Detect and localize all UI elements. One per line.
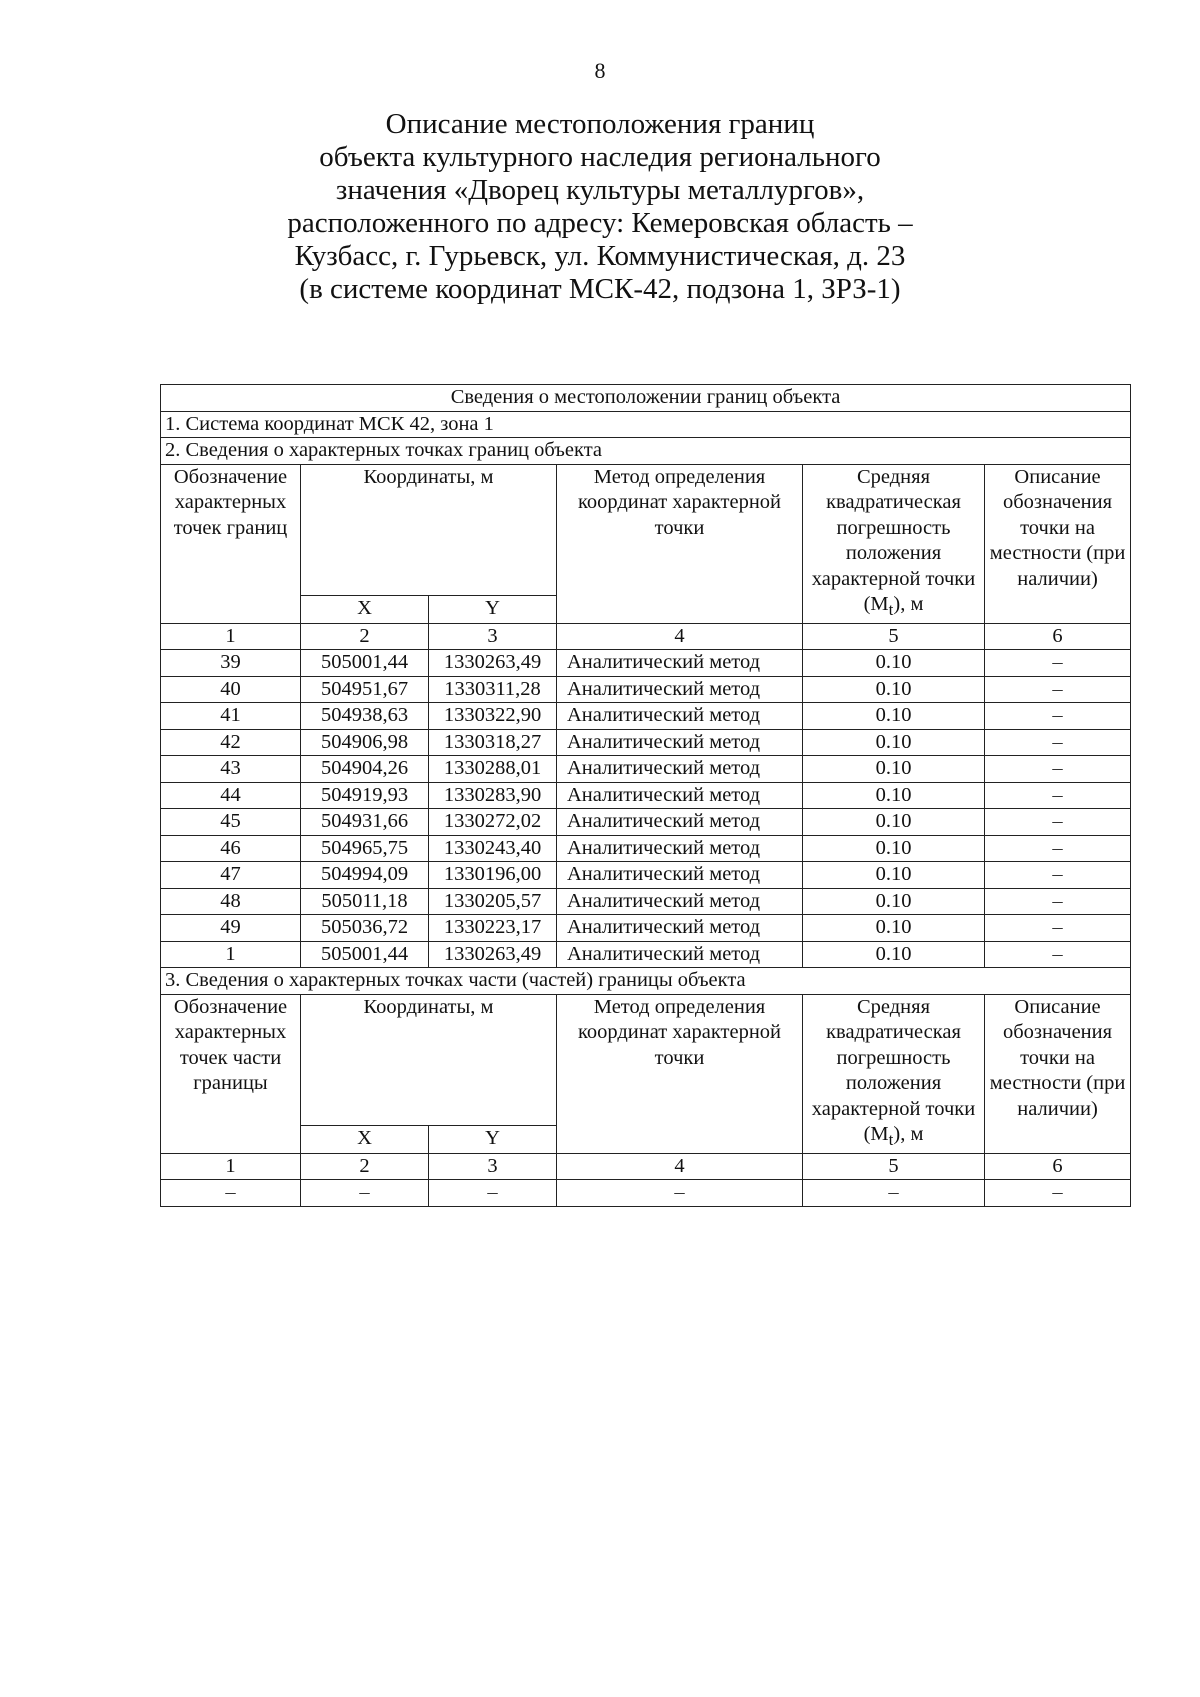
method-cell: Аналитический метод [557,835,803,862]
table-row [161,809,1131,836]
point-id-cell: 48 [161,888,301,915]
y-coordinate-cell: 1330263,49 [429,941,557,968]
empty-cell: – [301,1180,429,1207]
description-cell: – [985,888,1131,915]
x-coordinate-cell: 505036,72 [301,915,429,942]
point-id-cell: 1 [161,941,301,968]
empty-cell: – [429,1180,557,1207]
error-cell: 0.10 [803,782,985,809]
header-error-text: Средняя квадратическая погрешность положения характерной точки (M [811,465,976,615]
x-coordinate-cell: 504994,09 [301,862,429,889]
column-number: 6 [985,1153,1131,1180]
header-error-tail: ), м [893,1123,924,1146]
y-coordinate-cell: 1330288,01 [429,756,557,783]
method-cell: Аналитический метод [557,782,803,809]
column-number: 5 [803,623,985,650]
description-cell: – [985,782,1131,809]
empty-cell: – [161,1180,301,1207]
table-row [161,941,1131,968]
table-row [161,650,1131,677]
header-error-sub: t [888,1130,894,1150]
y-coordinate-cell: 1330196,00 [429,862,557,889]
table-row [161,835,1131,862]
header-coordinates: Координаты, м [301,994,557,1126]
x-coordinate-cell: 505011,18 [301,888,429,915]
table-row [161,915,1131,942]
header-y: Y [429,1126,557,1153]
point-id-cell: 45 [161,809,301,836]
header-description: Описание обозначения точки на местности (при наличии) [985,994,1131,1153]
method-cell: Аналитический метод [557,888,803,915]
error-cell: 0.10 [803,888,985,915]
y-coordinate-cell: 1330283,90 [429,782,557,809]
point-id-cell: 40 [161,676,301,703]
empty-row [161,1180,1131,1207]
method-cell: Аналитический метод [557,941,803,968]
header-coordinates: Координаты, м [301,464,557,596]
description-cell: – [985,835,1131,862]
description-cell: – [985,862,1131,889]
empty-cell: – [557,1180,803,1207]
column-number: 4 [557,1153,803,1180]
point-id-cell: 42 [161,729,301,756]
header-x: X [301,596,429,623]
error-cell: 0.10 [803,835,985,862]
header-error-text: Средняя квадратическая погрешность положения характерной точки (M [811,995,976,1146]
x-coordinate-cell: 504951,67 [301,676,429,703]
y-coordinate-cell: 1330272,02 [429,809,557,836]
description-cell: – [985,941,1131,968]
error-cell: 0.10 [803,676,985,703]
table-row [161,862,1131,889]
error-cell: 0.10 [803,862,985,889]
document-title [0,108,1200,306]
title-line: (в системе координат МСК-42, подзона 1, ЗРЗ-1) [299,273,901,305]
header-method: Метод определения координат характерной точки [557,464,803,623]
column-number: 4 [557,623,803,650]
header-error-sub: t [888,600,894,620]
method-cell: Аналитический метод [557,809,803,836]
table-row [161,782,1131,809]
table-caption: Сведения о местоположении границ объекта [161,385,1131,412]
header-error-tail: ), м [893,593,924,615]
method-cell: Аналитический метод [557,676,803,703]
header-point-designation: Обозначение характерных точек границ [161,464,301,623]
title-line: Описание местоположения границ [385,108,815,140]
x-coordinate-cell: 505001,44 [301,941,429,968]
header-description: Описание обозначения точки на местности (при наличии) [985,464,1131,623]
error-cell: 0.10 [803,756,985,783]
error-cell: 0.10 [803,650,985,677]
x-coordinate-cell: 504906,98 [301,729,429,756]
error-cell: 0.10 [803,703,985,730]
x-coordinate-cell: 504919,93 [301,782,429,809]
description-cell: – [985,756,1131,783]
header-error [803,994,985,1153]
point-id-cell: 44 [161,782,301,809]
table-row [161,729,1131,756]
header-point-designation-part: Обозначение характерных точек части границы [161,994,301,1153]
x-coordinate-cell: 505001,44 [301,650,429,677]
description-cell: – [985,915,1131,942]
column-number: 2 [301,623,429,650]
column-number: 1 [161,1153,301,1180]
header-method: Метод определения координат характерной точки [557,994,803,1153]
y-coordinate-cell: 1330322,90 [429,703,557,730]
section-part-boundary-points: 3. Сведения о характерных точках части (частей) границы объекта [161,968,1131,995]
error-cell: 0.10 [803,915,985,942]
error-cell: 0.10 [803,941,985,968]
y-coordinate-cell: 1330223,17 [429,915,557,942]
description-cell: – [985,650,1131,677]
point-id-cell: 46 [161,835,301,862]
y-coordinate-cell: 1330318,27 [429,729,557,756]
method-cell: Аналитический метод [557,756,803,783]
point-id-cell: 49 [161,915,301,942]
y-coordinate-cell: 1330243,40 [429,835,557,862]
method-cell: Аналитический метод [557,650,803,677]
y-coordinate-cell: 1330311,28 [429,676,557,703]
page-number: 8 [594,58,606,83]
title-line: объекта культурного наследия регионального [319,141,881,173]
method-cell: Аналитический метод [557,915,803,942]
x-coordinate-cell: 504965,75 [301,835,429,862]
description-cell: – [985,676,1131,703]
empty-cell: – [803,1180,985,1207]
boundary-table [160,384,1131,1207]
title-line: Кузбасс, г. Гурьевск, ул. Коммунистическая, д. 23 [294,240,906,272]
column-number: 3 [429,623,557,650]
description-cell: – [985,729,1131,756]
method-cell: Аналитический метод [557,729,803,756]
description-cell: – [985,809,1131,836]
column-number: 5 [803,1153,985,1180]
y-coordinate-cell: 1330205,57 [429,888,557,915]
error-cell: 0.10 [803,809,985,836]
description-cell: – [985,703,1131,730]
point-id-cell: 41 [161,703,301,730]
header-error [803,464,985,623]
method-cell: Аналитический метод [557,862,803,889]
point-id-cell: 39 [161,650,301,677]
section-coordinate-system: 1. Система координат МСК 42, зона 1 [161,411,1131,438]
point-id-cell: 43 [161,756,301,783]
x-coordinate-cell: 504931,66 [301,809,429,836]
x-coordinate-cell: 504904,26 [301,756,429,783]
column-number: 6 [985,623,1131,650]
column-number: 3 [429,1153,557,1180]
method-cell: Аналитический метод [557,703,803,730]
table-row [161,676,1131,703]
table-row [161,703,1131,730]
section-boundary-points: 2. Сведения о характерных точках границ объекта [161,438,1131,465]
table-row [161,888,1131,915]
point-id-cell: 47 [161,862,301,889]
header-y: Y [429,596,557,623]
title-line: значения «Дворец культуры металлургов», [335,174,865,206]
column-number: 1 [161,623,301,650]
y-coordinate-cell: 1330263,49 [429,650,557,677]
empty-cell: – [985,1180,1131,1207]
title-line: расположенного по адресу: Кемеровская область – [287,207,913,239]
column-number: 2 [301,1153,429,1180]
error-cell: 0.10 [803,729,985,756]
header-x: X [301,1126,429,1153]
x-coordinate-cell: 504938,63 [301,703,429,730]
table-row [161,756,1131,783]
